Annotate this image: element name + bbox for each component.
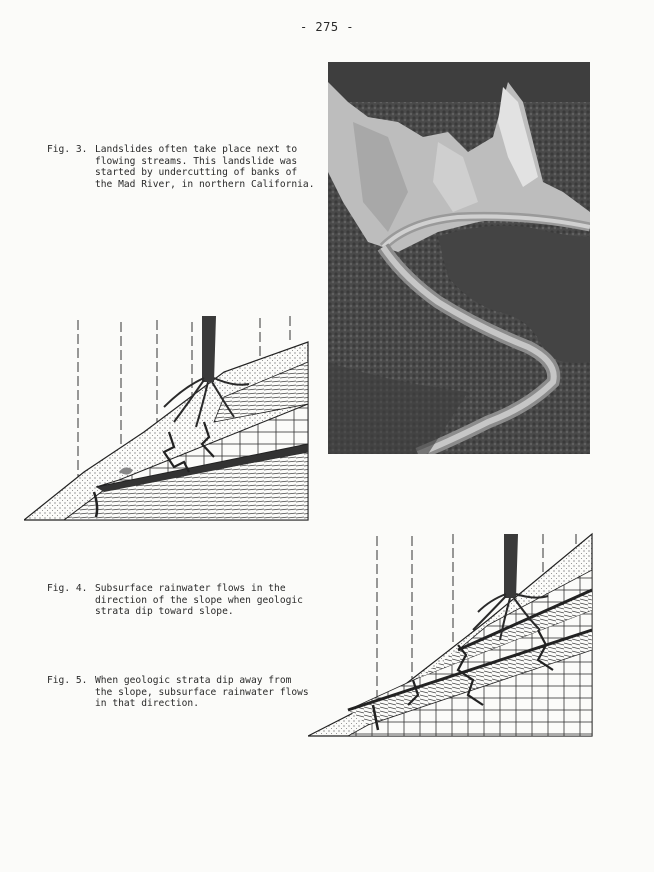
fig3-landslide-photo <box>328 62 590 454</box>
fig4-caption <box>47 583 303 618</box>
fig5-label: Fig. 5. <box>47 675 88 686</box>
fig4-label: Fig. 4. <box>47 583 88 594</box>
fig5-strata-diagram <box>308 530 594 740</box>
fig3-label: Fig. 3. <box>47 144 88 155</box>
fig3-caption <box>47 144 315 190</box>
fig4-text: Subsurface rainwater flows in the direction of the slope when geologic strata dip toward slope. <box>95 583 303 617</box>
fig5-text: When geologic strata dip away from the slope, subsurface rainwater flows in that direction. <box>95 675 309 709</box>
fig4-strata-diagram <box>24 312 314 524</box>
page-number: - 275 - <box>299 20 355 34</box>
fig3-text: Landslides often take place next to flowing streams. This landslide was started by undercutting of banks of the Mad River, in northern California. <box>95 144 315 190</box>
fig5-caption <box>47 675 309 710</box>
